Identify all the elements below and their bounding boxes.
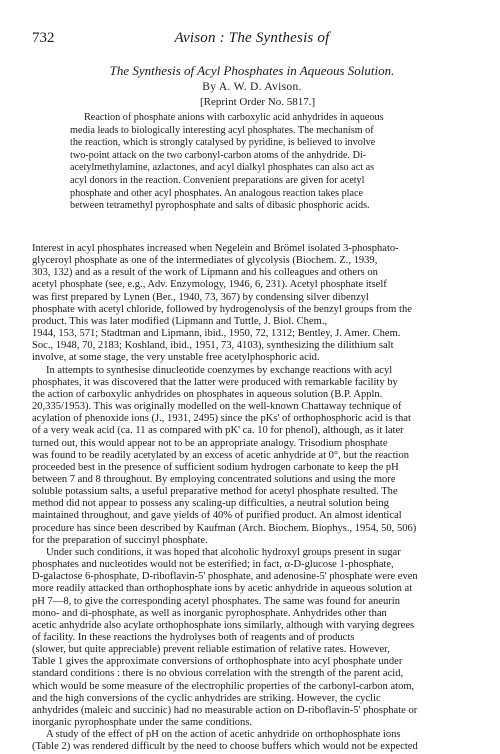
paragraph-line: was first prepared by Lynen (Ber., 1940, 73, 367) by condensing silver dibenzyl — [32, 291, 369, 303]
paragraph-line: was found to be readily acetylated by an excess of acetic anhydride at 0°, but the reaction — [32, 449, 410, 461]
paragraph-line: Soc., 1948, 70, 2183; Koshland, ibid., 1951, 73, 4103), synthesizing the dilithium salt — [32, 340, 394, 352]
paragraph-line: A study of the effect of pH on the action of acetic anhydride on orthophosphate ions — [46, 729, 401, 741]
paragraph-line: involve, at some stage, the very unstable free acetylphosphoric acid. — [32, 352, 320, 364]
abstract — [70, 112, 468, 213]
page-number: 732 — [32, 30, 55, 46]
paragraph-line: Interest in acyl phosphates increased when Negelein and Brömel isolated 3-phosphato- — [32, 243, 399, 254]
abstract-line: between tetramethyl pyrophosphate and salts of dibasic phosphoric acids. — [70, 200, 370, 212]
paragraph-line: acetyl phosphate (see, e.g., Adv. Enzymology, 1946, 6, 231). Acetyl phosphate itself — [32, 279, 387, 291]
paragraph-line: mono- and di-phosphate, as well as inorganic pyrophosphate. Anhydrides other than — [32, 607, 387, 619]
paragraph-line: Table 1 gives the approximate conversions of orthophosphate into acyl phosphate under — [32, 656, 403, 668]
paragraph-line: for the preparation of succinyl phosphate. — [32, 534, 208, 546]
paragraph-line: In attempts to synthesise dinucleotide coenzymes by exchange reactions with acyl — [46, 364, 393, 376]
abstract-line: acetylmethylamine, azlactones, and acyl dialkyl phosphates can also act as — [70, 162, 375, 174]
paragraph — [32, 547, 472, 729]
paragraph-line: (Table 2) was rendered difficult by the need to choose buffers which would not be expected — [32, 741, 418, 753]
paragraph-line: turned out, this would appear not to be an appropriate analogy. Trisodium phosphate — [32, 437, 388, 449]
abstract-line: two-point attack on the two carbonyl-carbon atoms of the anhydride. Di- — [70, 149, 367, 161]
article-title: The Synthesis of Acyl Phosphates in Aqueous Solution. — [109, 63, 395, 78]
paragraph-line: 303, 132) and as a result of the work of Lipmann and his colleagues and others on — [32, 267, 378, 279]
paragraph-line: between 7 and 8 throughout. By employing concentrated solutions and using the more — [32, 473, 396, 485]
paragraph-line: procedure has since been described by Kaufman (Arch. Biochem. Biophys., 1954, 50, 506) — [32, 522, 417, 534]
paragraph-line: acetic anhydride also acylate orthophosphate ions similarly, although with varying degrees — [32, 619, 415, 631]
paragraph-line: 20,335/1953). This was originally modelled on the well-known Chattaway technique of — [32, 401, 402, 413]
paragraph — [32, 365, 472, 547]
paragraph-line: glyceroyl phosphate as one of the intermediates of glycolysis (Biochem. Z., 1939, — [32, 255, 378, 267]
page-header — [32, 30, 472, 50]
paragraph-line: acylation of phenoxide ions (J., 1931, 2495) since the pKs' of orthophosphoric acid is that — [32, 413, 411, 425]
abstract-line: acyl donors in the reaction. Convenient preparations are given for acetyl — [70, 174, 365, 186]
paragraph-line: anhydrides (maleic and succinic) had no measurable action on D-riboflavin-5' phosphate or — [32, 704, 418, 716]
paragraph-line: proceeded best in the presence of sufficient sodium hydrogen carbonate to keep the pH — [32, 461, 399, 473]
paragraph-line: method did not appear to possess any scaling-up difficulties, a neutral solution being — [32, 498, 389, 510]
paragraph-line: more readily attacked than orthophosphate ions by acetic anhydride in aqueous solution at — [32, 583, 413, 595]
paragraph — [32, 729, 472, 753]
paragraph-line: phosphates, it was discovered that the latter were produced with remarkable facility by — [32, 376, 398, 388]
paragraph-line: of facility. In these reactions the hydrolyses both of reagents and of products — [32, 632, 355, 643]
paragraph-line: (slower, but quite appreciable) prevent reliable estimation of relative rates. However, — [32, 644, 390, 656]
reprint-order: [Reprint Order No. 5817.] — [200, 96, 316, 108]
author-byline: By A. W. D. Avison. — [202, 81, 302, 93]
paragraph-line: the action of carboxylic anhydrides on phosphates in aqueous solution (B.P. Appln. — [32, 388, 383, 400]
paragraph-line: pH 7—8, to give the corresponding acetyl phosphates. The same was found for aneurin — [32, 595, 400, 607]
paragraph-line: inorganic pyrophosphate under the same conditions. — [32, 717, 253, 729]
article-body — [32, 243, 472, 754]
paragraph-line: and the high conversions of the cyclic anhydrides are striking. However, the cyclic — [32, 692, 381, 704]
paragraph-line: 1944, 153, 571; Stadtman and Lipmann, ibid., 1950, 72, 1312; Bentley, J. Amer. Chem. — [32, 328, 401, 340]
abstract-line: media leads to biologically interesting acyl phosphates. The mechanism of — [70, 124, 374, 136]
paragraph-line: phosphates and nucleotides would not be esterified; in fact, α-D-glucose 1-phosphate, — [32, 559, 394, 571]
paragraph-line: product. This was later modified (Lipmann and Tuttle, J. Biol. Chem., — [32, 315, 328, 327]
abstract-line: the reaction, which is strongly catalysed by pyridine, is believed to involve — [70, 137, 376, 149]
paragraph-line: which would be some measure of the electrophilic properties of the carbonyl-carbon atom, — [32, 680, 415, 692]
paragraph-line: Under such conditions, it was hoped that alcoholic hydroxyl groups present in sugar — [46, 546, 401, 558]
paragraph-line: standard conditions : there is no obvious correlation with the strength of the parent acid, — [32, 668, 404, 680]
paragraph-line: of a very weak acid (ca. 11 as compared with pK' ca. 10 for phenol), although, as it later — [32, 425, 404, 437]
abstract-line: phosphate and other acyl phosphates. An analogous reaction takes place — [70, 187, 364, 199]
paragraph — [32, 243, 472, 365]
paragraph-line: maintained throughout, and gave yields of 40% of purified product. An almost identical — [32, 510, 402, 522]
abstract-line: Reaction of phosphate anions with carboxylic acid anhydrides in aqueous — [84, 112, 384, 123]
paragraph-line: D-galactose 6-phosphate, D-riboflavin-5' phosphate, and adenosine-5' phosphate were even — [32, 571, 418, 583]
paragraph-line: soluble potassium salts, a useful preparative method for acetyl phosphate resulted. The — [32, 486, 398, 498]
running-head: Avison : The Synthesis of — [174, 30, 330, 46]
paragraph-line: phosphate with acetyl chloride, followed by hydrogenolysis of the benzyl groups from the — [32, 303, 412, 315]
